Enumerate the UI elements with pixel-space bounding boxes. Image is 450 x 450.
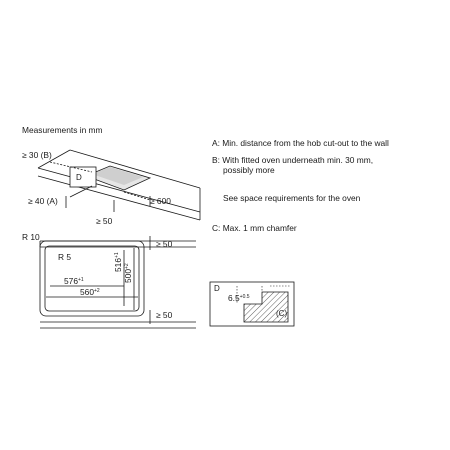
legend-b-text-2: possibly more [223, 165, 275, 175]
label-r5: R 5 [58, 252, 72, 262]
label-516-tol: +1 [114, 252, 120, 259]
label-r10: R 10 [22, 232, 40, 242]
worktop-perspective [38, 150, 200, 220]
label-560 [80, 287, 100, 297]
detail-d [210, 282, 294, 326]
detail-label-c: (C) [276, 309, 288, 318]
label-576-tol: +1 [77, 277, 84, 283]
label-560-tol: +2 [93, 288, 100, 294]
label-50-cutout-top: ≥ 50 [156, 239, 173, 249]
detail-dim-tol: +0.5 [239, 294, 250, 300]
legend-a-text: Min. distance from the hob cut-out to the wall [222, 138, 389, 148]
label-b: ≥ 30 (B) [22, 150, 52, 160]
label-500-tol: +2 [124, 263, 130, 270]
label-d-top: D [76, 173, 82, 182]
label-516-value: 516 [113, 258, 123, 272]
label-a: ≥ 40 (A) [28, 196, 58, 206]
legend-b-key: B: [212, 155, 220, 165]
legend-see-text: See space requirements for the oven [223, 193, 361, 203]
label-576 [64, 276, 84, 286]
label-50-top: ≥ 50 [96, 216, 113, 226]
label-500-value: 500 [123, 269, 133, 283]
legend-c-text: Max. 1 mm chamfer [222, 223, 297, 233]
detail-label-d: D [214, 284, 220, 293]
label-600: ≥ 600 [150, 196, 171, 206]
label-50-cutout-bottom: ≥ 50 [156, 310, 173, 320]
page-heading: Measurements in mm [22, 125, 103, 135]
legend-c-key: C: [212, 223, 221, 233]
label-500 [123, 263, 133, 283]
label-576-value: 576 [64, 276, 78, 286]
legend-b-text-1: With fitted oven underneath min. 30 mm, [222, 155, 374, 165]
detail-dim-value: 6.5 [228, 293, 240, 303]
label-560-value: 560 [80, 287, 94, 297]
legend-a-key: A: [212, 138, 220, 148]
label-516 [113, 252, 123, 272]
